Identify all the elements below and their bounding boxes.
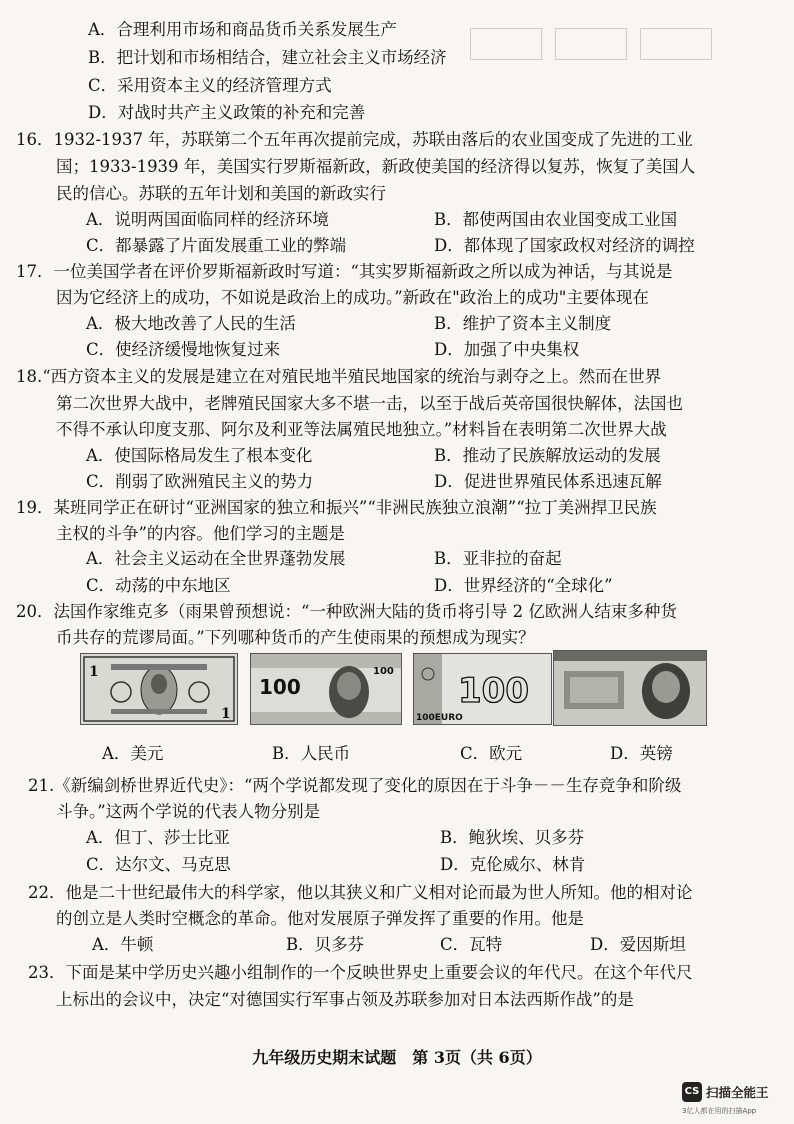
camscanner-logo-icon: CS <box>682 1082 702 1102</box>
q22-option-d: D．爱因斯坦 <box>590 935 686 954</box>
q18-stem-line: 第二次世界大战中，老牌殖民国家大多不堪一击，以至于战后英帝国很快解体，法国也 <box>56 394 683 413</box>
banknote-images <box>80 653 550 723</box>
q18-option-d: D．促进世界殖民体系迅速瓦解 <box>434 472 662 491</box>
q18-option-b: B．推动了民族解放运动的发展 <box>434 446 661 465</box>
renminbi-banknote-image <box>250 653 402 725</box>
q20-stem-line: 币共存的荒谬局面。”下列哪种货币的产生使雨果的预想成为现实？ <box>56 628 535 647</box>
q17-stem-line: 17．一位美国学者在评价罗斯福新政时写道：“其实罗斯福新政之所以成为神话，与其说是 <box>16 262 673 281</box>
q15-option-c: C．采用资本主义的经济管理方式 <box>88 76 332 95</box>
q16-option-c: C．都暴露了片面发展重工业的弊端 <box>86 236 347 255</box>
q16-stem-line: 国；1933-1939 年，美国实行罗斯福新政，新政使美国的经济得以复苏，恢复了美国人 <box>56 157 696 176</box>
q19-option-b: B．亚非拉的奋起 <box>434 549 562 568</box>
pound-sterling-banknote-image <box>553 650 707 726</box>
bleed-through-box <box>555 28 627 60</box>
euro-banknote-image <box>413 653 552 725</box>
q23-stem-line: 23．下面是某中学历史兴趣小组制作的一个反映世界史上重要会议的年代尺。在这个年代尺 <box>28 963 693 982</box>
q21-stem-line: 21.《新编剑桥世界近代史》：“两个学说都发现了变化的原因在于斗争－－生存竞争和阶级 <box>28 776 682 795</box>
euro-denomination-large: 100 <box>458 671 529 711</box>
usd-denomination-bottom-right: 1 <box>221 706 231 722</box>
q16-option-d: D．都体现了国家政权对经济的调控 <box>434 236 695 255</box>
q22-stem-line: 22．他是二十世纪最伟大的科学家，他以其狭义和广义相对论而最为世人所知。他的相对论 <box>28 883 693 902</box>
q16-stem-line: 16．1932-1937 年，苏联第二个五年再次提前完成，苏联由落后的农业国变成了先进的工业 <box>16 130 693 149</box>
q18-stem-line: 18.“西方资本主义的发展是建立在对殖民地半殖民地国家的统治与剥夺之上。然而在世界 <box>16 367 662 386</box>
page-footer-text: 九年级历史期末试题 第 3页（共 6页） <box>252 1048 542 1067</box>
q17-option-a: A．极大地改善了人民的生活 <box>86 314 296 333</box>
q21-stem-line: 斗争。”这两个学说的代表人物分别是 <box>56 802 321 821</box>
rmb-denomination: 100 <box>259 675 301 699</box>
q19-option-d: D．世界经济的“全球化” <box>434 576 613 595</box>
q16-option-a: A．说明两国面临同样的经济环境 <box>86 210 329 229</box>
q19-option-c: C．动荡的中东地区 <box>86 576 231 595</box>
q16-stem-line: 民的信心。苏联的五年计划和美国的新政实行 <box>56 184 386 203</box>
q22-option-b: B．贝多芬 <box>286 935 365 954</box>
q21-option-d: D．克伦威尔、林肯 <box>440 855 586 874</box>
q19-stem-line: 19．某班同学正在研讨“亚洲国家的独立和振兴”“非洲民族独立浪潮”“拉丁美洲捍卫民族 <box>16 498 657 517</box>
q23-stem-line: 上标出的会议中，决定“对德国实行军事占领及苏联参加对日本法西斯作战”的是 <box>56 990 634 1009</box>
q22-option-c: C．瓦特 <box>440 935 503 954</box>
q15-option-d: D．对战时共产主义政策的补充和完善 <box>88 103 366 122</box>
euro-label: 100EURO <box>416 713 463 723</box>
scanner-tagline: 3亿人都在用的扫描App <box>682 1107 757 1115</box>
q18-option-a: A．使国际格局发生了根本变化 <box>86 446 313 465</box>
q21-option-c: C．达尔文、马克思 <box>86 855 231 874</box>
bleed-through-box <box>470 28 542 60</box>
q21-option-b: B．鲍狄埃、贝多芬 <box>440 828 585 847</box>
bleed-through-box <box>640 28 712 60</box>
rmb-denomination-small: 100 <box>373 666 394 677</box>
q22-stem-line: 的创立是人类时空概念的革命。他对发展原子弹发挥了重要的作用。他是 <box>56 909 584 928</box>
q18-stem-line: 不得不承认印度支那、阿尔及利亚等法属殖民地独立。”材料旨在表明第二次世界大战 <box>56 420 667 439</box>
q17-option-d: D．加强了中央集权 <box>434 340 580 359</box>
q15-option-a: A．合理利用市场和商品货币关系发展生产 <box>88 20 397 39</box>
q17-stem-line: 因为它经济上的成功，不如说是政治上的成功。”新政在"政治上的成功"主要体现在 <box>56 288 649 307</box>
q22-option-a: A．牛顿 <box>92 935 154 954</box>
q17-option-c: C．使经济缓慢地恢复过来 <box>86 340 281 359</box>
q17-option-b: B．维护了资本主义制度 <box>434 314 612 333</box>
q20-option-b: B．人民币 <box>272 744 351 763</box>
q19-option-a: A．社会主义运动在全世界蓬勃发展 <box>86 549 346 568</box>
q20-option-d: D．英镑 <box>610 744 673 763</box>
scanner-watermark <box>682 1082 792 1120</box>
q18-option-c: C．削弱了欧洲殖民主义的势力 <box>86 472 314 491</box>
us-dollar-banknote-image <box>80 653 238 725</box>
q21-option-a: A．但丁、莎士比亚 <box>86 828 230 847</box>
q19-stem-line: 主权的斗争”的内容。他们学习的主题是 <box>56 524 345 543</box>
q20-stem-line: 20．法国作家维克多（雨果曾预想说：“一种欧洲大陆的货币将引导 2 亿欧洲人结束多种货 <box>16 602 677 621</box>
q16-option-b: B．都使两国由农业国变成工业国 <box>434 210 678 229</box>
scanner-brand-name: 扫描全能王 <box>706 1085 769 1100</box>
usd-denomination-top-left: 1 <box>89 664 99 680</box>
q20-option-c: C．欧元 <box>460 744 523 763</box>
page-footer <box>0 1045 794 1068</box>
q15-option-b: B．把计划和市场相结合，建立社会主义市场经济 <box>88 48 447 67</box>
q20-option-a: A．美元 <box>102 744 164 763</box>
